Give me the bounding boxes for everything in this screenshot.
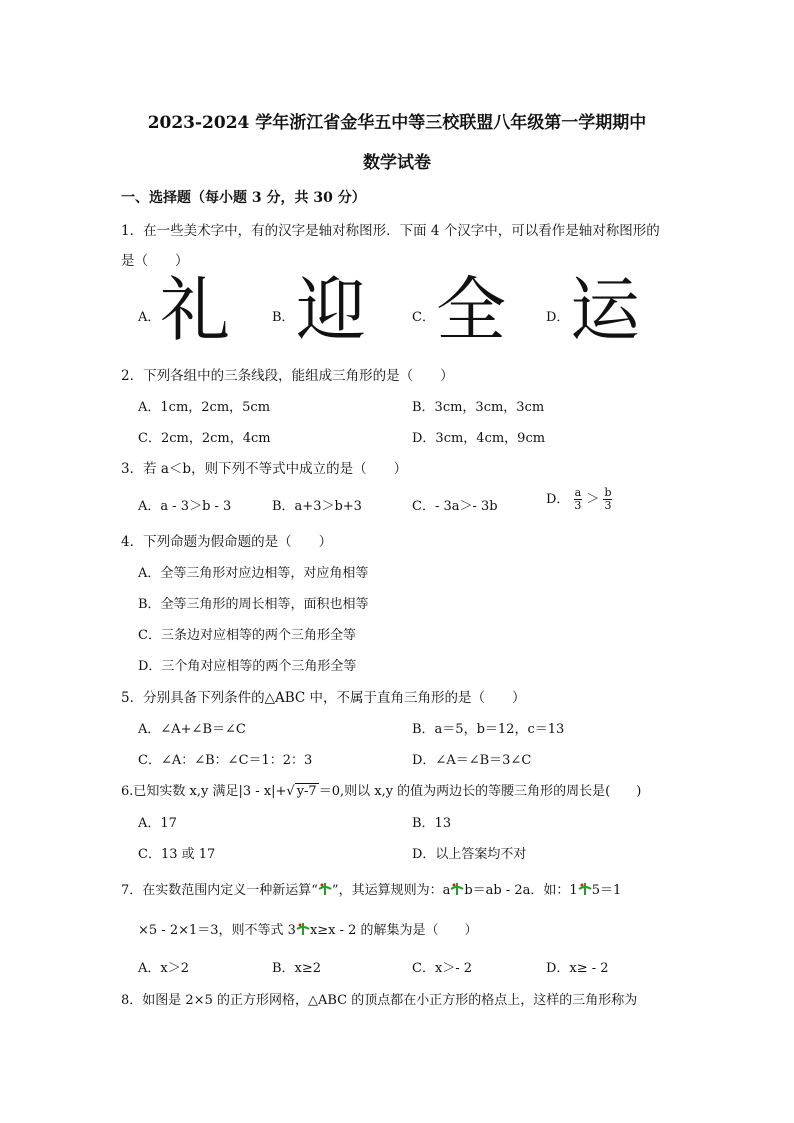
q3-option-c: C．- 3a＞- 3b <box>412 499 498 514</box>
q4-option-d: D．三个角对应相等的两个三角形全等 <box>138 659 357 674</box>
q8-stem-line1: 8．如图是 2×5 的正方形网格，△ABC 的顶点都在小正方形的格点上，这样的三角形称为 <box>121 993 638 1008</box>
q1-option-a-label: A． <box>138 310 161 325</box>
frac-denominator: 3 <box>574 499 582 512</box>
q7-line2-post: x≥x - 2 的解集为是（ ） <box>309 923 478 938</box>
q7-option-a: A．x＞2 <box>138 961 189 976</box>
q7-stem-line1 <box>121 879 621 898</box>
q4-option-c: C．三条边对应相等的两个三角形全等 <box>138 628 356 643</box>
q3-option-b: B．a+3＞b+3 <box>272 499 362 514</box>
section-heading: 一、选择题（每小题 3 分，共 30 分） <box>121 190 366 206</box>
q2-stem: 2．下列各组中的三条线段，能组成三角形的是（ ） <box>121 368 454 384</box>
page-title: 2023-2024 学年浙江省金华五中等三校联盟八年级第一学期期中 <box>147 113 647 133</box>
q1-stem-line1: 1．在一些美术字中，有的汉字是轴对称图形．下面 4 个汉字中，可以看作是轴对称图形的 <box>121 223 660 239</box>
q3-fraction-a-over-3 <box>574 487 583 512</box>
q5-option-c: C．∠A：∠B：∠C＝1：2：3 <box>138 753 313 768</box>
frac-denominator: 3 <box>604 499 612 512</box>
q3-option-d-label: D． <box>546 492 570 507</box>
q1-option-a-char: 礼 <box>160 269 230 351</box>
q6-sqrt-content: y-7 <box>296 784 317 799</box>
q5-option-d: D．∠A＝∠B＝3∠C <box>412 753 532 768</box>
q5-stem: 5．分别具备下列条件的△ABC 中，不属于直角三角形的是（ ） <box>121 690 526 706</box>
q6-stem-post: ＝0,则以 x,y 的值为两边长的等腰三角形的周长是( ) <box>318 784 642 799</box>
q1-stem-line2: 是（ ） <box>121 253 189 269</box>
q7-line2-pre: ×5 - 2×1＝3，则不等式 3 <box>138 923 296 938</box>
q5-option-b: B．a＝5，b＝12，c＝13 <box>412 722 565 737</box>
q7-line1-post: 5＝1 <box>591 883 622 898</box>
q1-option-b-label: B． <box>272 310 295 325</box>
q1-option-b-char: 迎 <box>296 269 366 351</box>
q7-option-c: C．x＞- 2 <box>412 961 473 976</box>
q1-option-d-label: D． <box>546 310 570 325</box>
q2-option-d: D．3cm，4cm，9cm <box>412 431 546 446</box>
q6-stem-pre: 6.已知实数 x,y 满足|3 - x|+ <box>121 784 287 799</box>
frac-numerator: b <box>604 486 612 499</box>
q4-stem: 4．下列命题为假命题的是（ ） <box>121 534 333 550</box>
q3-option-a: A．a - 3＞b - 3 <box>138 499 232 514</box>
q5-option-a: A．∠A+∠B＝∠C <box>138 722 246 737</box>
custom-operator-icon <box>578 882 592 896</box>
q6-option-c: C．13 或 17 <box>138 847 216 862</box>
q1-option-d-char: 运 <box>570 269 640 351</box>
sqrt-icon: √ <box>286 784 295 799</box>
q2-option-b: B．3cm，3cm，3cm <box>412 400 545 415</box>
q1-option-c-char: 全 <box>436 269 506 351</box>
q2-option-c: C．2cm，2cm，4cm <box>138 431 271 446</box>
q4-option-a: A．全等三角形对应边相等，对应角相等 <box>138 566 369 581</box>
page-subtitle: 数学试卷 <box>363 153 431 173</box>
custom-operator-icon <box>318 882 332 896</box>
q7-stem-line2 <box>138 919 478 938</box>
q7-line1-rule: b＝ab - 2a．如：1 <box>464 883 578 898</box>
q6-option-b: B．13 <box>412 816 452 831</box>
custom-operator-icon <box>296 922 310 936</box>
q7-line1-mid: ”，其运算规则为：a <box>331 883 451 898</box>
q3-option-d-operator: ＞ <box>586 492 600 507</box>
q7-option-b: B．x≥2 <box>272 961 322 976</box>
custom-operator-icon <box>450 882 464 896</box>
q6-stem <box>121 780 641 799</box>
q6-option-d: D．以上答案均不对 <box>412 847 527 862</box>
q3-stem: 3．若 a＜b，则下列不等式中成立的是（ ） <box>121 461 408 477</box>
q3-option-d <box>546 487 612 512</box>
q3-fraction-b-over-3 <box>603 487 612 512</box>
q2-option-a: A．1cm，2cm，5cm <box>138 400 271 415</box>
frac-numerator: a <box>574 486 582 499</box>
q4-option-b: B．全等三角形的周长相等，面积也相等 <box>138 597 369 612</box>
q1-option-c-label: C． <box>412 310 435 325</box>
q6-option-a: A．17 <box>138 816 177 831</box>
q7-line1-pre: 7．在实数范围内定义一种新运算“ <box>121 883 318 898</box>
q7-option-d: D．x≥ - 2 <box>546 961 609 976</box>
